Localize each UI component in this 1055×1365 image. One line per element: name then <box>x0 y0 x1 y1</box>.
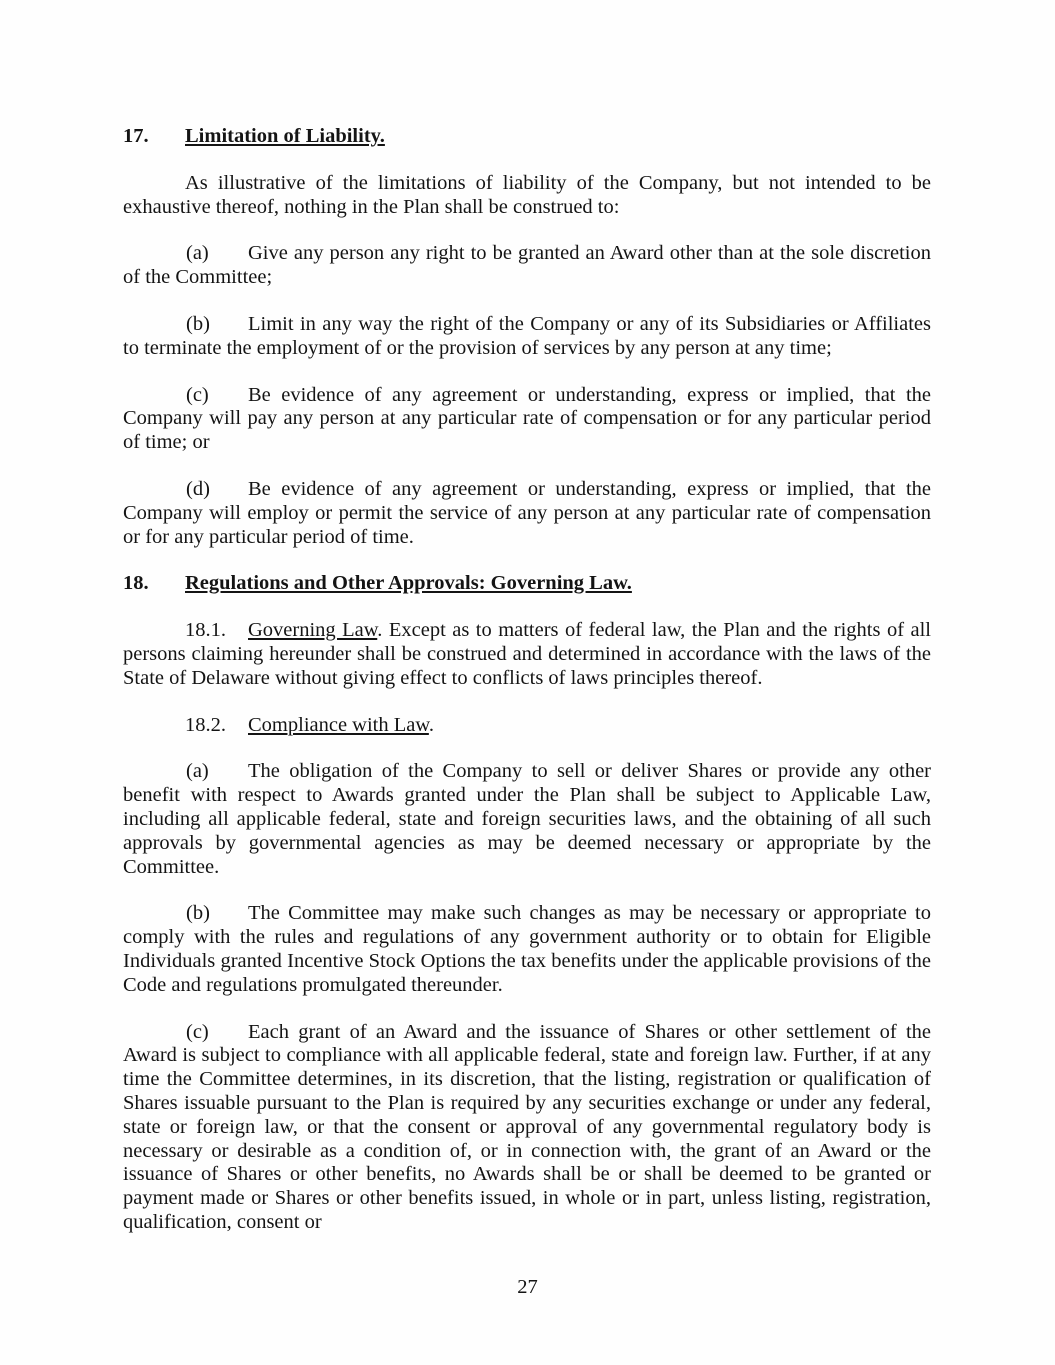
list-item-17b <box>123 313 931 361</box>
section-18-title: Regulations and Other Approvals: Governing Law. <box>185 572 632 595</box>
subsection-18-1-title: Governing Law <box>248 619 378 642</box>
list-item-17d-label: (d) <box>186 477 210 500</box>
subsection-18-1-number: 18.1. <box>185 619 226 642</box>
list-item-18-2b-label: (b) <box>186 902 210 925</box>
list-item-17b-label: (b) <box>186 312 210 335</box>
subsection-18-1-paragraph <box>123 619 931 690</box>
list-item-17c <box>123 384 931 455</box>
subsection-18-1-text: . Except as to matters of federal law, the Plan and the rights of all persons claiming hereunder shall be construed and determined in accordance with the laws of the State of Delaware without giving effect to conflicts of laws principles thereof. <box>123 619 931 689</box>
section-17-title: Limitation of Liability. <box>185 125 385 147</box>
list-item-18-2b-text: The Committee may make such changes as may be necessary or appropriate to comply with the rules and regulations of any government authority or to obtain for Eligible Individuals granted Incentive Stock Options the tax benefits under the applicable provisions of the Code and regulations promulgated thereunder. <box>123 902 931 996</box>
section-18-number: 18. <box>123 572 149 595</box>
list-item-17c-label: (c) <box>186 383 209 406</box>
list-item-18-2c-label: (c) <box>186 1020 209 1043</box>
list-item-18-2c-text: Each grant of an Award and the issuance of Shares or other settlement of the Award is subject to compliance with all applicable federal, state and foreign law. Further, if at any time the Committee determines, in its discretion, that the listing, registration or qualification of Shares issuable pursuant to the Plan is required by any securities exchange or under any federal, state or foreign law, or that the consent or approval of any governmental regulatory body is necessary or desirable as a condition of, or in connection with, the grant of an Award or the issuance of Shares or other benefits, no Awards shall be or shall be deemed to be granted or payment made or Shares or other benefits issued, in whole or in part, unless listing, registration, qualification, consent or <box>123 1020 931 1233</box>
subsection-18-2-text: . <box>428 713 434 736</box>
subsection-18-2-number: 18.2. <box>185 713 226 736</box>
list-item-17a-text: Give any person any right to be granted an Award other than at the sole discretion of the Committee; <box>123 242 931 289</box>
subsection-18-2-title: Compliance with Law <box>248 713 429 736</box>
section-18-heading <box>123 572 931 596</box>
list-item-17d-text: Be evidence of any agreement or understanding, express or implied, that the Company will employ or permit the service of any person at any particular rate of compensation or for any particular period of time. <box>123 477 931 548</box>
subsection-18-2-paragraph <box>123 714 931 738</box>
list-item-17c-text: Be evidence of any agreement or understanding, express or implied, that the Company will pay any person at any particular rate of compensation or for any particular period of time; or <box>123 383 931 454</box>
list-item-17a-label: (a) <box>186 242 209 265</box>
section-17-number: 17. <box>123 125 149 147</box>
list-item-17d <box>123 478 931 549</box>
list-item-18-2b <box>123 902 931 997</box>
list-item-18-2a-text: The obligation of the Company to sell or deliver Shares or provide any other benefit with respect to Awards granted under the Plan shall be subject to Applicable Law, including all applicable federal, state and foreign securities laws, and the obtaining of all such approvals by governmental agencies as may be deemed necessary or appropriate by the Committee. <box>123 760 931 878</box>
section-17-heading <box>123 125 931 149</box>
list-item-18-2a-label: (a) <box>186 760 209 783</box>
list-item-18-2c <box>123 1021 931 1235</box>
page-number: 27 <box>517 1276 538 1298</box>
list-item-18-2a <box>123 760 931 879</box>
section-17-intro-paragraph: As illustrative of the limitations of liability of the Company, but not intended to be exhaustive thereof, nothing in the Plan shall be construed to: <box>123 171 931 218</box>
list-item-17b-text: Limit in any way the right of the Company or any of its Subsidiaries or Affiliates to terminate the employment of or the provision of services by any person at any time; <box>123 312 931 359</box>
list-item-17a <box>123 242 931 290</box>
